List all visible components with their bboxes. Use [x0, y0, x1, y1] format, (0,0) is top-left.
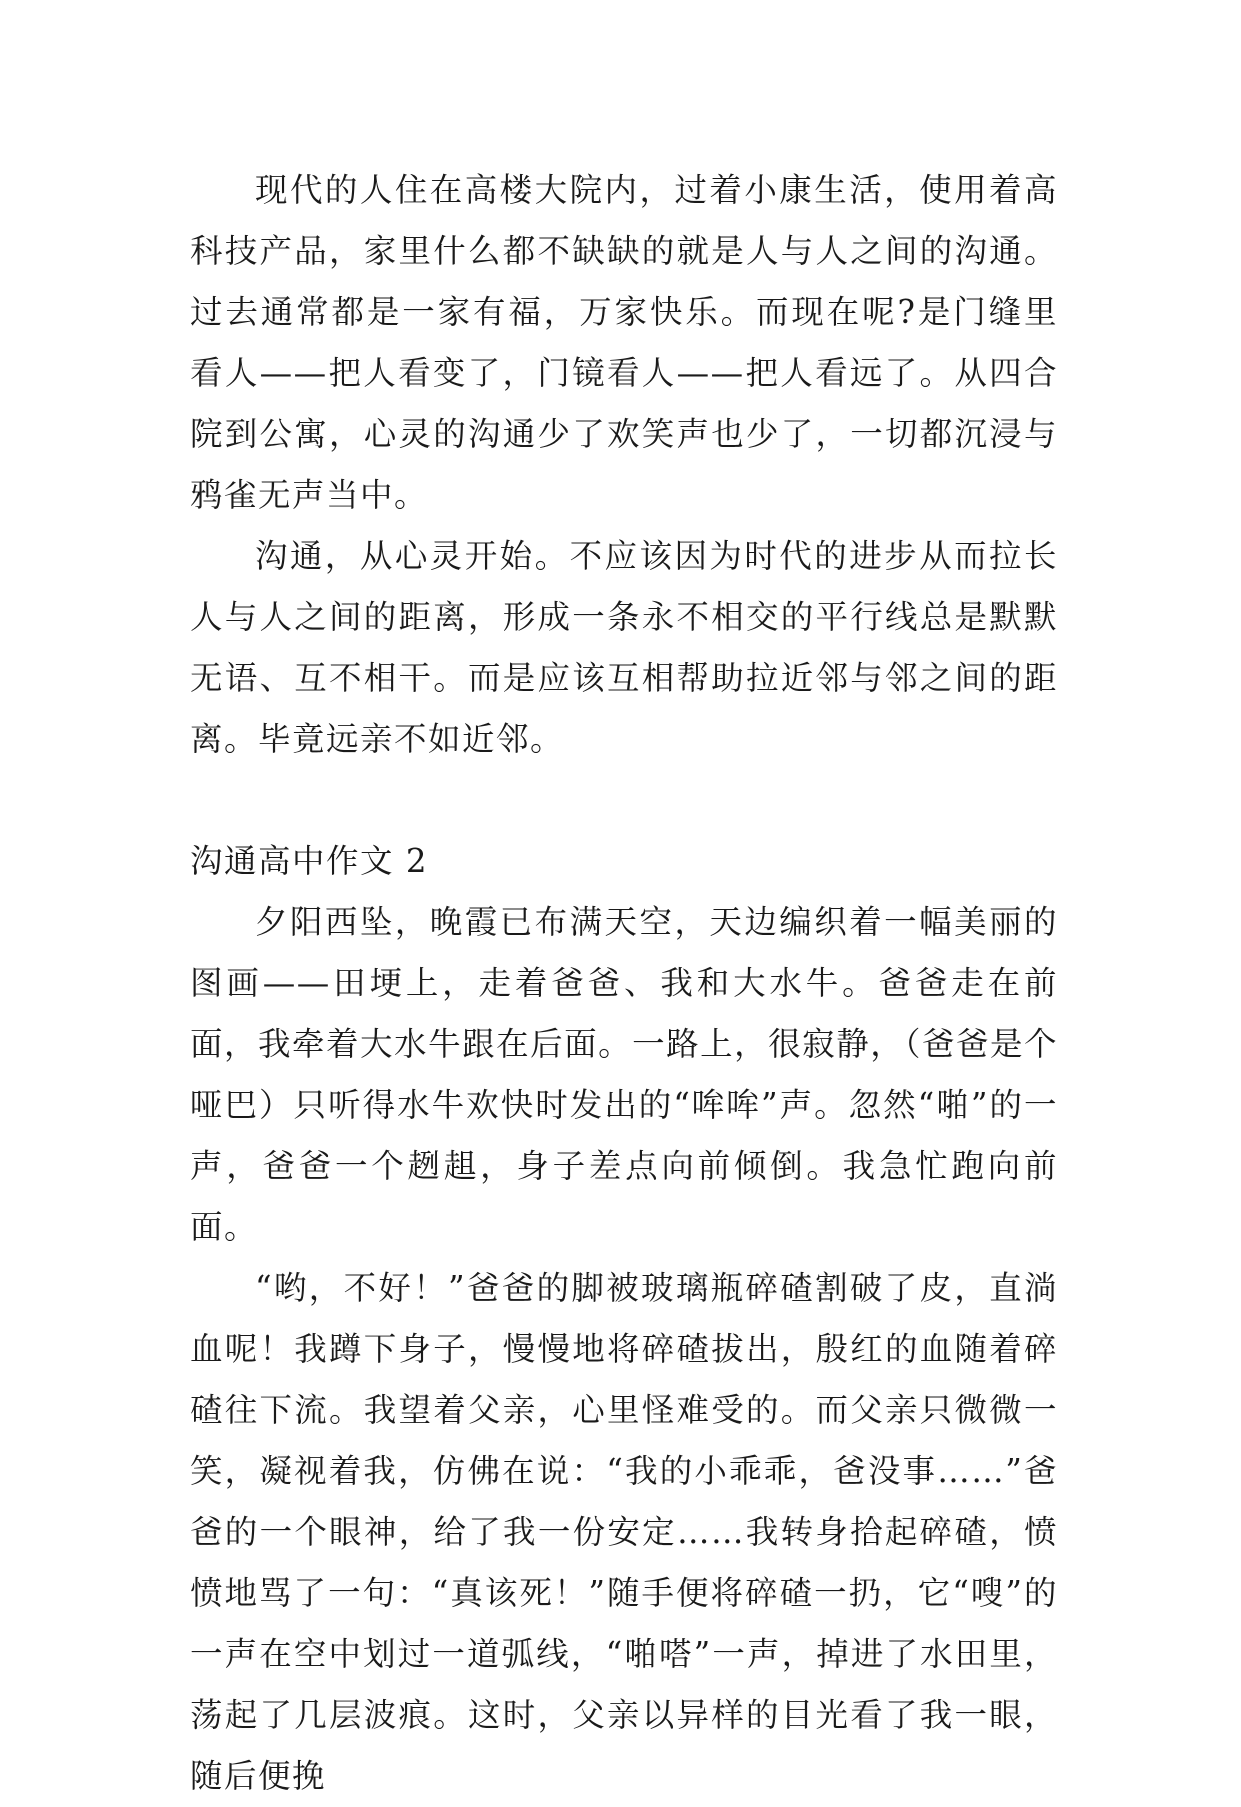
document-body [190, 160, 1058, 1807]
paragraph-modern-life: 现代的人住在高楼大院内，过着小康生活，使用着高科技产品，家里什么都不缺缺的就是人与人之间的沟通。过去通常都是一家有福，万家快乐。而现在呢?是门缝里看人——把人看变了，门镜看人——把人看远了。从四合院到公寓，心灵的沟通少了欢笑声也少了，一切都沉浸与鸦雀无声当中。 [190, 171, 1058, 514]
paragraph-injury: “哟，不好！”爸爸的脚被玻璃瓶碎碴割破了皮，直淌血呢！我蹲下身子，慢慢地将碎碴拔出，殷红的血随着碎碴往下流。我望着父亲，心里怪难受的。而父亲只微微一笑，凝视着我，仿佛在说：“我的小乖乖，爸没事……”爸爸的一个眼神，给了我一份安定……我转身拾起碎碴，愤愤地骂了一句：“真该死！”随手便将碎碴一扔，它“嗖”的一声在空中划过一道弧线，“啪嗒”一声，掉进了水田里，荡起了几层波痕。这时，父亲以异样的目光看了我一眼，随后便挽 [190, 1269, 1058, 1795]
paragraph-communication: 沟通，从心灵开始。不应该因为时代的进步从而拉长人与人之间的距离，形成一条永不相交的平行线总是默默无语、互不相干。而是应该互相帮助拉近邻与邻之间的距离。毕竟远亲不如近邻。 [190, 537, 1058, 758]
section-title: 沟通高中作文 2 [190, 842, 429, 880]
paragraph-sunset: 夕阳西坠，晚霞已布满天空，天边编织着一幅美丽的图画——田埂上，走着爸爸、我和大水牛。爸爸走在前面，我牵着大水牛跟在后面。一路上，很寂静，（爸爸是个哑巴）只听得水牛欢快时发出的“哞哞”声。忽然“啪”的一声，爸爸一个趔趄，身子差点向前倾倒。我急忙跑向前面。 [190, 903, 1058, 1246]
